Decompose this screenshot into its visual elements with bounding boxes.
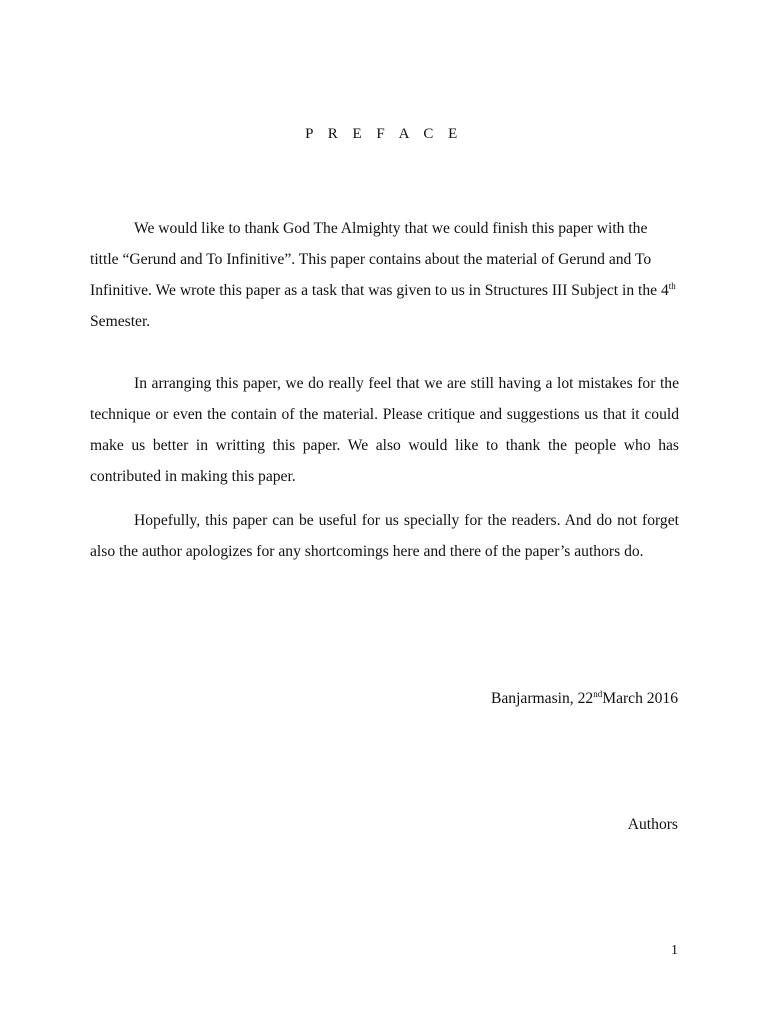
paragraph-intro xyxy=(90,213,679,337)
signature-authors: Authors xyxy=(627,816,678,833)
ordinal-suffix: th xyxy=(668,280,676,291)
place-date-text: Banjarmasin, 22 xyxy=(490,690,594,707)
paragraph-intro-tail: Semester. xyxy=(90,313,151,330)
place-date-tail: March 2016 xyxy=(602,690,678,707)
page-title: P R E F A C E xyxy=(305,126,463,142)
page-number: 1 xyxy=(671,943,678,958)
paragraph-intro-text: We would like to thank God The Almighty that we could finish this paper with the tittle “Gerund and To Infinitive”. This paper contains about the material of Gerund and To Infinitive. We wrote this paper as a task that was given to us in Structures III Subject in the 4 xyxy=(90,220,669,299)
place-date xyxy=(491,690,678,708)
date-ordinal-suffix: nd xyxy=(593,688,603,699)
paragraph-hopefully: Hopefully, this paper can be useful for us specially for the readers. And do not forget also the author apologizes for any shortcomings here and there of the paper’s authors do. xyxy=(90,512,679,560)
paragraph-arranging: In arranging this paper, we do really feel that we are still having a lot mistakes for the technique or even the contain of the material. Please critique and suggestions us that it could make us better in writting this paper. We also would like to thank the people who has contributed in making this paper. xyxy=(90,375,679,485)
